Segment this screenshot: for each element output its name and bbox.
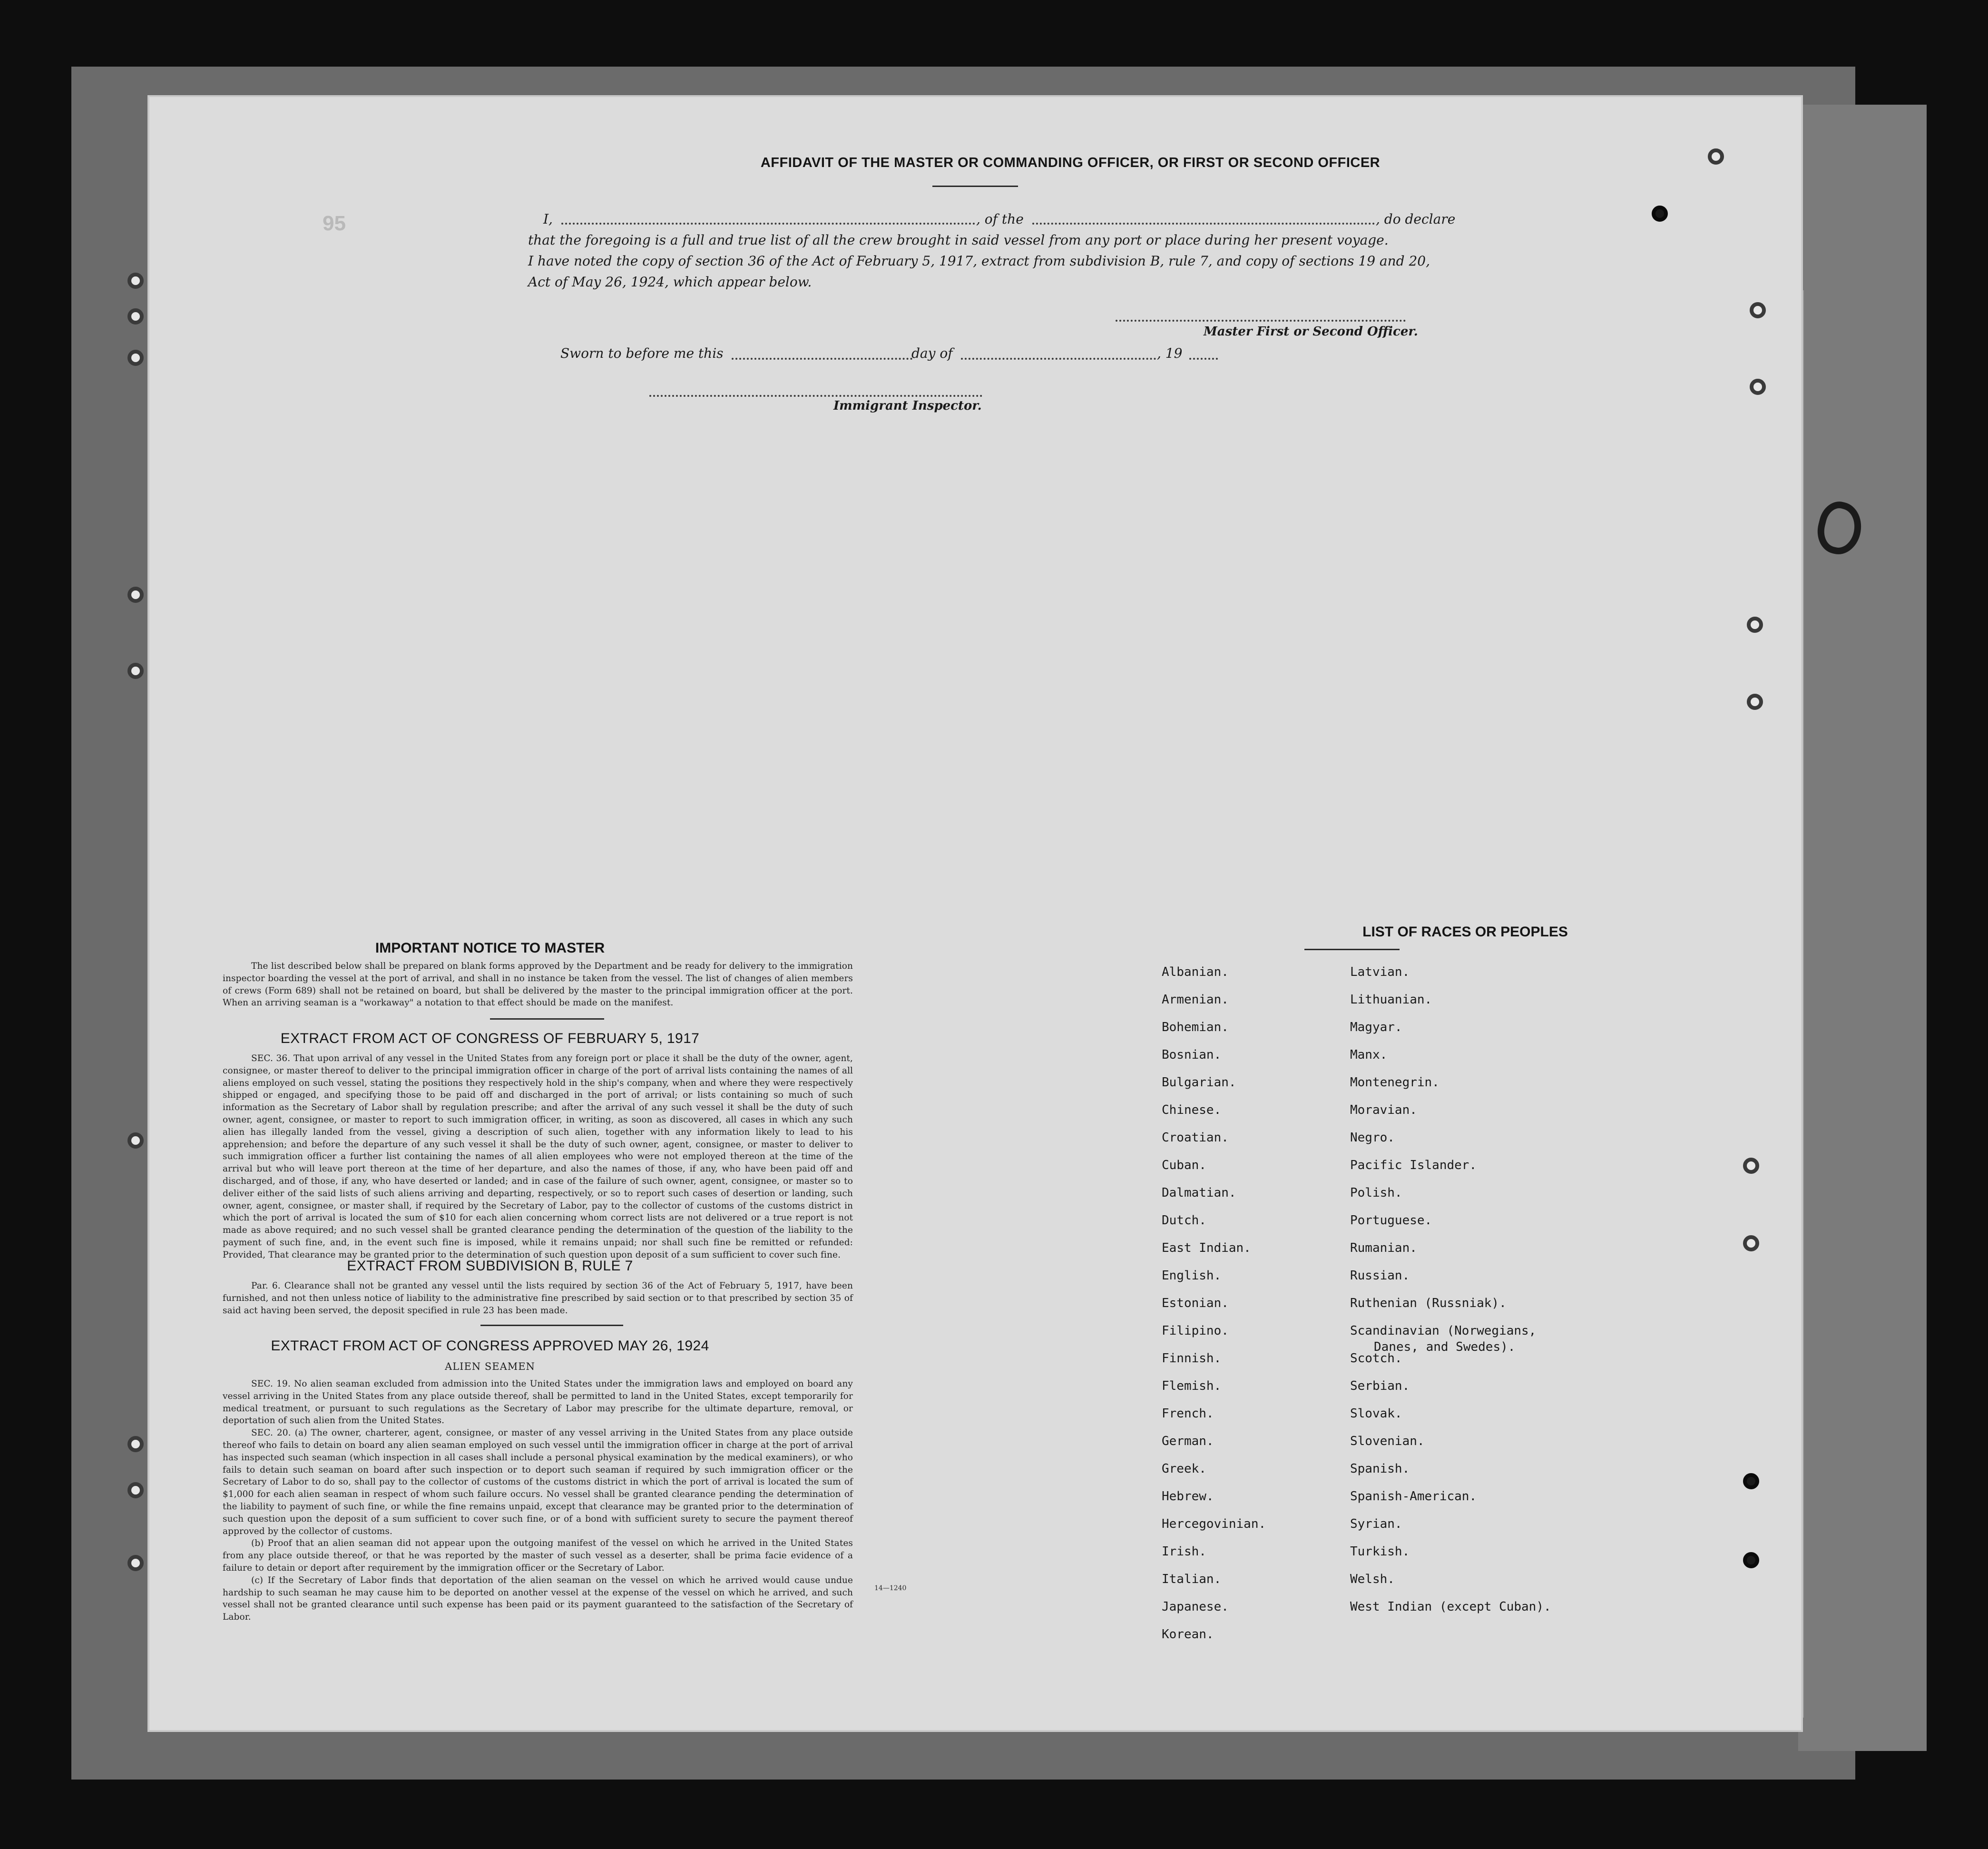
sworn-month-blank[interactable]	[961, 358, 1156, 360]
race-item: East Indian.	[1162, 1241, 1251, 1255]
race-item: Flemish.	[1162, 1379, 1222, 1393]
extract-1924-title: EXTRACT FROM ACT OF CONGRESS APPROVED MAY 26, 1924	[271, 1338, 709, 1354]
race-item: Danes, and Swedes).	[1374, 1340, 1516, 1354]
affidavit-vessel-blank[interactable]	[1032, 223, 1375, 225]
extract-1924-para2: SEC. 20. (a) The owner, charterer, agent, consignee, or master of any vessel arriving in the United States from any place outside thereof who fails to detain on board any alien seaman employed on such vessel until the immigration officer in charge at the port of arrival has inspected such seaman (which inspection in all cases shall include a personal physical examination by the medical examiners), or who fails to detain such seaman on board after such inspection or to deport such seaman if required by such immigration officer or the Secretary of Labor to do so, shall pay to the collector of customs of the customs district in which the port of arrival is located the sum of $1,000 for each alien seaman in respect of whom such failure occurs. No vessel shall be granted clearance pending the determination of the liability to payment of such fine, or while the fine remains unpaid, except that clearance may be granted prior to the determination of such question upon the deposit of a sum sufficient to cover such fine, or of a bond with sufficient surety to secure the payment thereof approved by the collector of customs.	[223, 1428, 853, 1536]
binding-hole	[1743, 1552, 1759, 1568]
race-item: Polish.	[1350, 1186, 1402, 1200]
extract-1917-title: EXTRACT FROM ACT OF CONGRESS OF FEBRUARY 5, 1917	[280, 1031, 700, 1046]
race-item: Welsh.	[1350, 1572, 1395, 1586]
race-item: Dalmatian.	[1162, 1186, 1236, 1200]
race-item: Armenian.	[1162, 993, 1229, 1007]
binding-hole	[1708, 148, 1724, 165]
extract-1924-para4: (c) If the Secretary of Labor finds that deportation of the alien seaman on the vessel on which he arrived would cause undue hardship to such seaman he may cause him to be deported on another vessel at the expense of the vessel on which he arrived, and such vessel shall not be granted clearance until such expense has been paid or its payment guaranteed to the satisfaction of the Secretary of Labor.	[223, 1575, 853, 1623]
race-item: Croatian.	[1162, 1131, 1229, 1145]
affidavit-title: AFFIDAVIT OF THE MASTER OR COMMANDING OFFICER, OR FIRST OR SECOND OFFICER	[760, 155, 1381, 170]
race-item: Finnish.	[1162, 1351, 1222, 1366]
race-item: Dutch.	[1162, 1213, 1206, 1228]
master-signature-line[interactable]	[1116, 320, 1406, 322]
binding-hole	[127, 273, 144, 289]
inspector-signature-label: Immigrant Inspector.	[833, 399, 982, 413]
race-item: Magyar.	[1350, 1020, 1402, 1034]
extract-1917-text: SEC. 36. That upon arrival of any vessel in the United States from any foreign port or place it shall be the duty of the owner, agent, consignee, or master thereof to deliver to the principal immigration officer in charge of the port of arrival lists containing the names of all aliens employed on such vessel, stating the positions they respectively hold in the ship's company, when and where they were respectively shipped or engaged, and specifying those to be paid off and discharged in the port of arrival; or lists containing so much of such information as the Secretary of Labor shall by regulation prescribe; and after the arrival of any such vessel it shall be the duty of such owner, agent, consignee, or master to report to such immigration officer, in writing, as soon as discovered, all cases in which any such alien has illegally landed from the vessel, giving a description of such alien, together with any information likely to lead to his apprehension; and before the departure of any such vessel it shall be the duty of such owner, agent, consignee, or master to deliver to such immigration officer a further list containing the names of all alien employees who were not employed thereon at the time of the arrival but who will leave port thereon at the time of her departure, and also the names of those, if any, who have been paid off and discharged, and of those, if any, who have deserted or landed; and in case of the failure of such owner, agent, consignee, or master so to deliver either of the said lists of such aliens arriving and departing, respectively, or so to report such cases of desertion or landing, such owner, agent, consignee, or master shall, if required by the Secretary of Labor, pay to the collector of customs of the customs district in which the port of arrival is located the sum of $10 for each alien concerning whom correct lists are not delivered or a true report is not made as above required; and no such vessel shall be granted clearance pending the determination of the question of the liability to the payment of such fine, and, in the event such fine is imposed, while it remains unpaid; nor shall such fine be remitted or refunded: Provided, That clearance may be granted prior to the determination of such question upon deposit of a sum sufficient to cover such fine.	[223, 1053, 853, 1260]
race-item: Hercegovinian.	[1162, 1517, 1266, 1531]
binding-hole	[127, 1555, 144, 1571]
sworn-year-blank[interactable]	[1189, 358, 1218, 360]
binding-hole	[1747, 617, 1763, 633]
race-item: Bosnian.	[1162, 1048, 1222, 1062]
race-item: Spanish.	[1350, 1462, 1410, 1476]
form-number: 14—1240	[874, 1584, 907, 1592]
affidavit-line3: I have noted the copy of section 36 of the Act of February 5, 1917, extract from subdivision B, rule 7, and copy of sections 19 and 20,	[528, 253, 1430, 269]
extract-1924-body	[223, 1378, 853, 1623]
affidavit-line2: that the foregoing is a full and true list of all the crew brought in said vessel from any port or place during her present voyage.	[528, 232, 1389, 248]
race-item: Ruthenian (Russniak).	[1350, 1296, 1507, 1310]
race-item: Turkish.	[1350, 1544, 1410, 1559]
sworn-year: , 19	[1157, 345, 1183, 361]
race-item: Chinese.	[1162, 1103, 1222, 1117]
affidavit-title-rule	[932, 186, 1018, 187]
binding-hole	[1743, 1473, 1759, 1489]
affidavit-line1-declare: , do declare	[1376, 211, 1456, 227]
race-item: Hebrew.	[1162, 1489, 1214, 1504]
race-item: Italian.	[1162, 1572, 1222, 1586]
race-item: Scotch.	[1350, 1351, 1402, 1366]
race-item: Lithuanian.	[1350, 993, 1432, 1007]
binding-hole	[1652, 206, 1668, 222]
race-item: Bohemian.	[1162, 1020, 1229, 1034]
race-item: Slovenian.	[1350, 1434, 1425, 1448]
race-item: Estonian.	[1162, 1296, 1229, 1310]
affidavit-line1-i: I,	[543, 211, 553, 227]
extract-1924-subtitle: ALIEN SEAMEN	[445, 1361, 535, 1372]
extract-1924-para1: SEC. 19. No alien seaman excluded from admission into the United States under the immigration laws and employed on board any vessel arriving in the United States from any place outside thereof, shall be permitted to land in the United States, except temporarily for medical treatment, or pursuant to such regulations as the Secretary of Labor may prescribe for the ultimate departure, removal, or deportation of such alien from the United States.	[223, 1379, 853, 1426]
binding-hole	[127, 308, 144, 325]
binding-hole	[127, 1482, 144, 1498]
race-item: Slovak.	[1350, 1406, 1402, 1421]
binding-hole	[127, 1132, 144, 1149]
extract-rule7-text: Par. 6. Clearance shall not be granted any vessel until the lists required by section 36 of the Act of February 5, 1917, have been furnished, and not then unless notice of liability to the administrative fine prescribed by said section or to that prescribed by section 35 of said act having been served, the deposit specified in rule 23 has been made.	[223, 1281, 853, 1316]
race-item: Syrian.	[1350, 1517, 1402, 1531]
binding-hole	[127, 587, 144, 603]
bleed-through-number: 95	[323, 212, 346, 235]
extract-rule7-title: EXTRACT FROM SUBDIVISION B, RULE 7	[347, 1258, 633, 1274]
race-item: Rumanian.	[1350, 1241, 1417, 1255]
race-item: Montenegrin.	[1350, 1075, 1440, 1090]
binding-hole	[1750, 302, 1766, 318]
binding-hole	[1743, 1235, 1759, 1251]
binding-hole	[127, 350, 144, 366]
binding-hole	[1750, 379, 1766, 395]
race-item: Irish.	[1162, 1544, 1206, 1559]
race-item: Greek.	[1162, 1462, 1206, 1476]
notice-text: The list described below shall be prepared on blank forms approved by the Department and be ready for delivery to the immigration inspector boarding the vessel at the port of arrival, and shall in no instance be taken from the vessel. The list of changes of alien members of crews (Form 689) shall not be retained on board, but shall be delivered by the master to the principal immigration officer at the port. When an arriving seaman is a "workaway" a notation to that effect should be made on the manifest.	[223, 961, 853, 1008]
race-item: Serbian.	[1350, 1379, 1410, 1393]
race-item: West Indian (except Cuban).	[1350, 1600, 1551, 1614]
affidavit-name-blank[interactable]	[561, 223, 975, 225]
race-item: Russian.	[1350, 1269, 1410, 1283]
binding-hole	[127, 1436, 144, 1452]
race-item: Portuguese.	[1350, 1213, 1432, 1228]
races-title: LIST OF RACES OR PEOPLES	[1362, 924, 1568, 940]
race-item: Moravian.	[1350, 1103, 1417, 1117]
race-item: Filipino.	[1162, 1324, 1229, 1338]
notice-title: IMPORTANT NOTICE TO MASTER	[375, 940, 605, 956]
race-item: German.	[1162, 1434, 1214, 1448]
race-item: Pacific Islander.	[1350, 1158, 1477, 1172]
race-item: French.	[1162, 1406, 1214, 1421]
races-title-rule	[1304, 949, 1400, 950]
rule7-rule	[480, 1325, 623, 1326]
notice-rule	[490, 1018, 604, 1020]
binding-hole	[1743, 1158, 1759, 1174]
binding-hole	[1747, 694, 1763, 710]
race-item: Cuban.	[1162, 1158, 1206, 1172]
race-item: Albanian.	[1162, 965, 1229, 979]
affidavit-line4: Act of May 26, 1924, which appear below.	[528, 274, 812, 290]
underlying-sheet	[1798, 105, 1927, 1751]
binding-hole	[127, 663, 144, 679]
race-item: Korean.	[1162, 1627, 1214, 1642]
sworn-day-of: day of	[911, 345, 953, 361]
race-item: Latvian.	[1350, 965, 1410, 979]
master-signature-label: Master First or Second Officer.	[1204, 325, 1418, 339]
manifest-page	[147, 95, 1803, 1732]
race-item: Negro.	[1350, 1131, 1395, 1145]
race-item: Japanese.	[1162, 1600, 1229, 1614]
race-item: Spanish-American.	[1350, 1489, 1477, 1504]
extract-1924-para3: (b) Proof that an alien seaman did not appear upon the outgoing manifest of the vessel on which he arrived in the United States from any place outside thereof, or that he was reported by the master of such vessel as a deserter, shall be prima facie evidence of a failure to detain or deport after requirement by the immigration officer or the Secretary of Labor.	[223, 1538, 853, 1573]
inspector-signature-line[interactable]	[649, 395, 982, 397]
race-item: Scandinavian (Norwegians,	[1350, 1324, 1537, 1338]
race-item: Bulgarian.	[1162, 1075, 1236, 1090]
race-item: English.	[1162, 1269, 1222, 1283]
sworn-day-blank[interactable]	[732, 358, 912, 360]
race-item: Manx.	[1350, 1048, 1388, 1062]
sworn-prefix: Sworn to before me this	[560, 345, 724, 361]
affidavit-line1-of-the: , of the	[976, 211, 1024, 227]
